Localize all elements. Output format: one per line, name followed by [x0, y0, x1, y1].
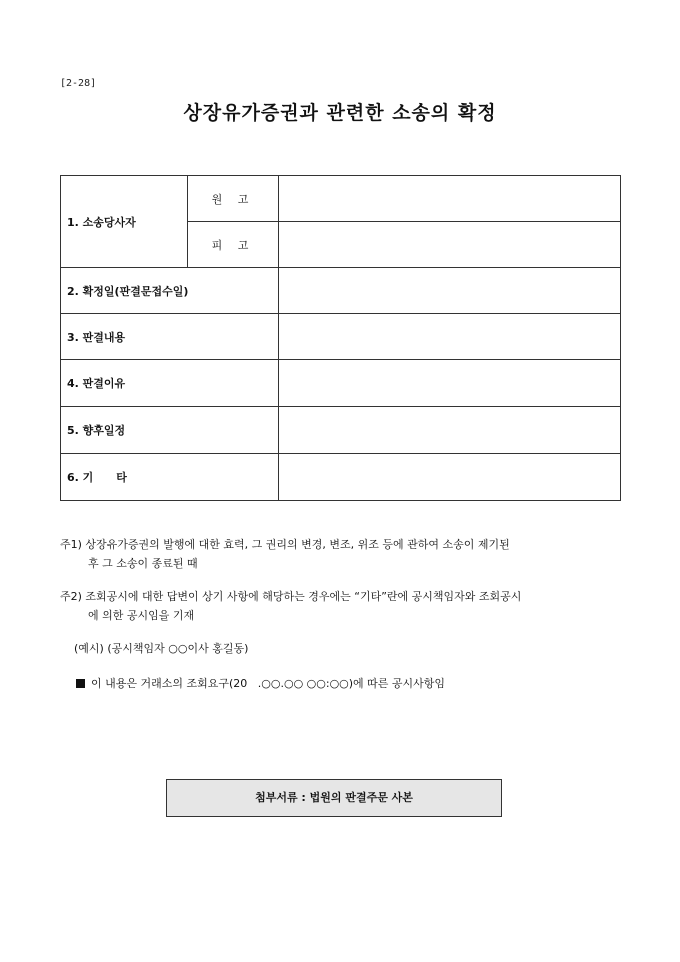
attachment-box: 첨부서류 : 법원의 판결주문 사본	[166, 779, 502, 817]
note-2	[60, 587, 630, 625]
black-square-icon	[76, 679, 85, 688]
plaintiff-field[interactable]	[279, 176, 621, 222]
inquiry-notice-text: 이 내용은 거래소의 조회요구(20 .○○.○○ ○○:○○)에 따른 공시사항임	[91, 677, 446, 690]
inquiry-notice	[60, 674, 630, 693]
future-schedule-label: 5. 향후일정	[61, 407, 279, 454]
disclosure-form-table	[60, 175, 621, 501]
note-1	[60, 535, 630, 573]
other-label: 6. 기 타	[61, 454, 279, 501]
table-row	[61, 268, 621, 314]
page-title: 상장유가증권과 관련한 소송의 확정	[183, 102, 497, 124]
note-2-line-1: 주2) 조회공시에 대한 답변이 상기 사항에 해당하는 경우에는 “기타”란에 공시책임자와 조회공시	[60, 590, 522, 603]
example-text: (예시) (공시책임자 ○○이사 홍길동)	[74, 642, 249, 655]
plaintiff-label: 원 고	[188, 176, 279, 222]
other-field[interactable]	[279, 454, 621, 501]
defendant-label: 피 고	[188, 222, 279, 268]
judgment-content-label: 3. 판결내용	[61, 314, 279, 360]
judgment-reason-field[interactable]	[279, 360, 621, 407]
note-1-line-1: 주1) 상장유가증권의 발행에 대한 효력, 그 권리의 변경, 변조, 위조 등에 관하여 소송이 제기된	[60, 538, 510, 551]
parties-label: 1. 소송당사자	[61, 176, 188, 268]
note-1-line-2: 후 그 소송이 종료된 때	[88, 557, 198, 570]
table-row	[61, 454, 621, 501]
table-row	[61, 407, 621, 454]
notes-section	[60, 535, 630, 693]
table-row	[61, 360, 621, 407]
table-row	[61, 176, 621, 222]
confirm-date-label: 2. 확정일(판결문접수일)	[61, 268, 279, 314]
form-code: [2-28]	[60, 78, 97, 89]
judgment-reason-label: 4. 판결이유	[61, 360, 279, 407]
note-2-line-2: 에 의한 공시임을 기재	[88, 609, 195, 622]
defendant-field[interactable]	[279, 222, 621, 268]
confirm-date-field[interactable]	[279, 268, 621, 314]
table-row	[61, 314, 621, 360]
judgment-content-field[interactable]	[279, 314, 621, 360]
future-schedule-field[interactable]	[279, 407, 621, 454]
